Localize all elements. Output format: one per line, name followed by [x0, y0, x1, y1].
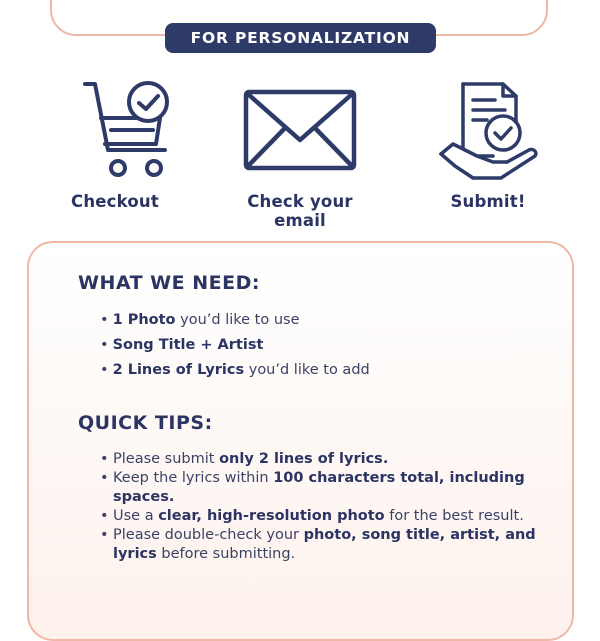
need-list — [100, 310, 370, 385]
list-item: • Keep the lyrics within 100 characters total, including spaces. — [100, 470, 525, 505]
envelope-icon — [240, 78, 360, 182]
cart-check-icon — [60, 78, 170, 182]
tips-list — [100, 450, 550, 564]
step-email — [220, 78, 380, 230]
step-checkout — [35, 78, 195, 211]
list-item: • Please submit only 2 lines of lyrics. — [100, 451, 389, 467]
list-item: • 2 Lines of Lyrics you’d like to add — [100, 362, 370, 378]
list-item: • Please double-check your photo, song title, artist, and lyrics before submitting. — [100, 527, 536, 562]
personalization-banner: FOR PERSONALIZATION — [165, 23, 436, 53]
list-item: • Song Title + Artist — [100, 337, 264, 353]
list-item: • 1 Photo you’d like to use — [100, 312, 300, 328]
what-we-need-heading: WHAT WE NEED: — [78, 272, 260, 294]
quick-tips-heading: QUICK TIPS: — [78, 412, 213, 434]
step-email-label: Check your email — [247, 192, 353, 230]
list-item: • Use a clear, high-resolution photo for the best result. — [100, 508, 524, 524]
info-card — [27, 241, 574, 641]
document-hand-check-icon — [433, 78, 543, 182]
step-submit-label: Submit! — [450, 192, 526, 211]
step-submit — [408, 78, 568, 211]
step-checkout-label: Checkout — [71, 192, 159, 211]
